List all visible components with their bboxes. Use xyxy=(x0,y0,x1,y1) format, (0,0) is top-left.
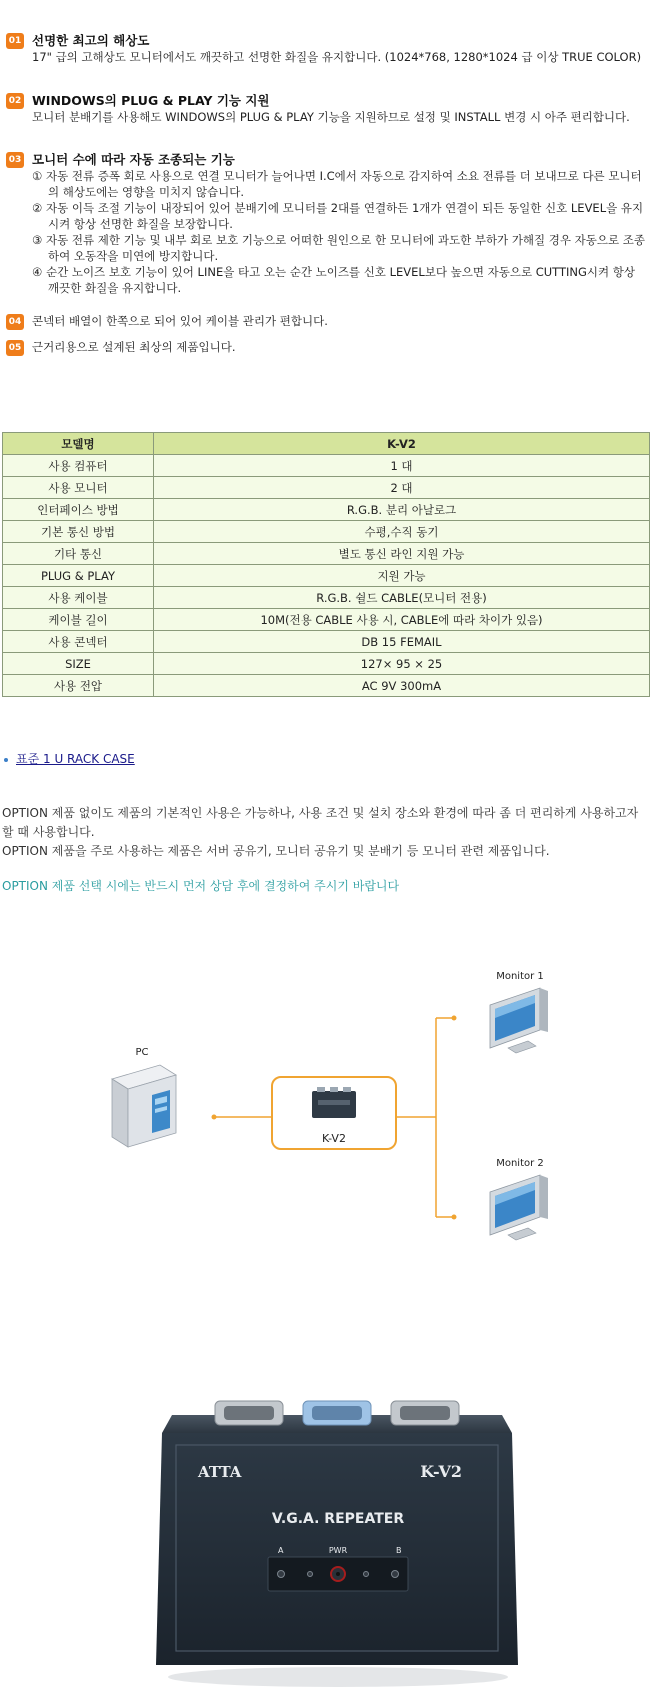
port-b-label: B xyxy=(396,1546,402,1555)
spec-label: 사용 전압 xyxy=(3,675,154,697)
spec-value: 2 대 xyxy=(154,477,650,499)
spec-row xyxy=(3,565,650,587)
led-b-icon xyxy=(392,1571,399,1578)
spec-value: 지원 가능 xyxy=(154,565,650,587)
pc-label: PC xyxy=(135,1047,149,1058)
spec-label: 기타 통신 xyxy=(3,543,154,565)
feature-text: 근거리용으로 설계된 최상의 제품입니다. xyxy=(32,340,236,354)
option-paragraph-1: OPTION 제품 없이도 제품의 기본적인 사용은 가능하나, 사용 조건 및 설치 장소와 환경에 따라 좀 더 편리하게 사용하고자 할 때 사용합니다. xyxy=(2,806,639,839)
option-description xyxy=(2,804,652,861)
feature-01 xyxy=(6,32,646,65)
feature-sub-item: ④ 순간 노이즈 보호 기능이 있어 LINE을 타고 오는 순간 노이즈를 신호 LEVEL보다 높으면 자동으로 CUTTING시켜 항상 깨끗한 화질을 유지합니다. xyxy=(32,265,636,295)
spec-label: 사용 모니터 xyxy=(3,477,154,499)
spec-header-row xyxy=(3,433,650,455)
power-jack-icon xyxy=(331,1567,345,1581)
port-a-label: A xyxy=(278,1546,284,1555)
spec-label: 인터페이스 방법 xyxy=(3,499,154,521)
spec-value: AC 9V 300mA xyxy=(154,675,650,697)
spec-value: DB 15 FEMAIL xyxy=(154,631,650,653)
feature-description: 17" 급의 고해상도 모니터에서도 깨끗하고 선명한 화질을 유지합니다. (1024*768, 1280*1024 급 이상 TRUE COLOR) xyxy=(32,50,642,64)
connection-diagram xyxy=(0,960,655,1290)
spec-value: 10M(전용 CABLE 사용 시, CABLE에 따라 차이가 있음) xyxy=(154,609,650,631)
spec-label: SIZE xyxy=(3,653,154,675)
vga-connector-icon xyxy=(215,1401,283,1425)
option-paragraph-2: OPTION 제품을 주로 사용하는 제품은 서버 공유기, 모니터 공유기 및 분배기 등 모니터 관련 제품입니다. xyxy=(2,844,550,858)
spec-row xyxy=(3,543,650,565)
spec-row xyxy=(3,521,650,543)
spec-label: 케이블 길이 xyxy=(3,609,154,631)
spec-header-value: K-V2 xyxy=(154,433,650,455)
feature-sub-item: ② 자동 이득 조절 기능이 내장되어 있어 분배기에 모니터를 2대를 연결하든 1개가 연결이 되든 동일한 신호 LEVEL을 유지시켜 항상 선명한 화질을 보장합니다. xyxy=(32,201,644,231)
feature-title: 선명한 최고의 해상도 xyxy=(32,33,150,48)
spec-row xyxy=(3,477,650,499)
spec-row xyxy=(3,631,650,653)
monitor-2-label: Monitor 2 xyxy=(496,1158,544,1169)
feature-number-badge: 05 xyxy=(6,340,24,356)
spec-value: R.G.B. 쉴드 CABLE(모니터 전용) xyxy=(154,587,650,609)
feature-sub-item: ③ 자동 전류 제한 기능 및 내부 회로 보호 기능으로 어떠한 원인으로 한 모니터에 과도한 부하가 가해질 경우 자동으로 조종하여 오동작을 미연에 방지합니다. xyxy=(32,233,645,263)
spec-label: 기본 통신 방법 xyxy=(3,521,154,543)
product-brand: ATTA xyxy=(198,1463,242,1481)
product-name: V.G.A. REPEATER xyxy=(271,1511,405,1527)
spec-row xyxy=(3,675,650,697)
spec-row xyxy=(3,609,650,631)
option-item xyxy=(4,750,135,767)
device-label: K-V2 xyxy=(322,1132,346,1145)
spec-row xyxy=(3,587,650,609)
spec-row xyxy=(3,653,650,675)
spec-value: R.G.B. 분리 아날로그 xyxy=(154,499,650,521)
spec-table xyxy=(2,432,650,697)
pc-icon xyxy=(112,1065,176,1147)
device-thumbnail-icon xyxy=(312,1087,356,1118)
feature-number-badge: 01 xyxy=(6,33,24,49)
spec-value: 별도 통신 라인 지원 가능 xyxy=(154,543,650,565)
spec-label: PLUG & PLAY xyxy=(3,565,154,587)
monitor-1-label: Monitor 1 xyxy=(496,971,544,982)
feature-02 xyxy=(6,92,646,125)
spec-row xyxy=(3,455,650,477)
bullet-icon xyxy=(4,758,8,762)
monitor-2-icon xyxy=(490,1175,548,1240)
spec-label: 사용 콘넥터 xyxy=(3,631,154,653)
feature-title: WINDOWS의 PLUG & PLAY 기능 지원 xyxy=(32,93,270,108)
port-pwr-label: PWR xyxy=(328,1546,348,1555)
spec-value: 1 대 xyxy=(154,455,650,477)
feature-description: 모니터 분배기를 사용해도 WINDOWS의 PLUG & PLAY 기능을 지원하므로 설정 및 INSTALL 변경 시 아주 편리합니다. xyxy=(32,110,630,124)
feature-05 xyxy=(6,339,646,356)
spec-label: 사용 컴퓨터 xyxy=(3,455,154,477)
feature-sub-item: ① 자동 전류 증폭 회로 사용으로 연결 모니터가 늘어나면 I.C에서 자동으로 감지하여 소요 전류를 더 보내므로 다른 모니터의 해상도에는 영향을 미치지 않습니다. xyxy=(32,169,642,199)
rack-case-link[interactable]: 표준 1 U RACK CASE xyxy=(16,752,135,766)
spec-header-label: 모델명 xyxy=(3,433,154,455)
led-a-icon xyxy=(278,1571,285,1578)
spec-value: 127× 95 × 25 xyxy=(154,653,650,675)
feature-title: 모니터 수에 따라 자동 조종되는 기능 xyxy=(32,152,235,167)
vga-connector-icon xyxy=(303,1401,371,1425)
product-model: K-V2 xyxy=(420,1462,462,1481)
monitor-1-icon xyxy=(490,988,548,1053)
spec-label: 사용 케이블 xyxy=(3,587,154,609)
option-notice: OPTION 제품 선택 시에는 반드시 먼저 상담 후에 결정하여 주시기 바랍니다 xyxy=(2,879,400,893)
feature-number-badge: 04 xyxy=(6,314,24,330)
feature-number-badge: 03 xyxy=(6,152,24,168)
vga-connector-icon xyxy=(391,1401,459,1425)
product-photo xyxy=(150,1395,525,1695)
feature-text: 콘넥터 배열이 한쪽으로 되어 있어 케이블 관리가 편합니다. xyxy=(32,314,328,328)
feature-03 xyxy=(6,151,646,296)
feature-number-badge: 02 xyxy=(6,93,24,109)
led-icon xyxy=(308,1572,313,1577)
spec-row xyxy=(3,499,650,521)
feature-04 xyxy=(6,313,646,330)
led-icon xyxy=(364,1572,369,1577)
spec-value: 수평,수직 동기 xyxy=(154,521,650,543)
